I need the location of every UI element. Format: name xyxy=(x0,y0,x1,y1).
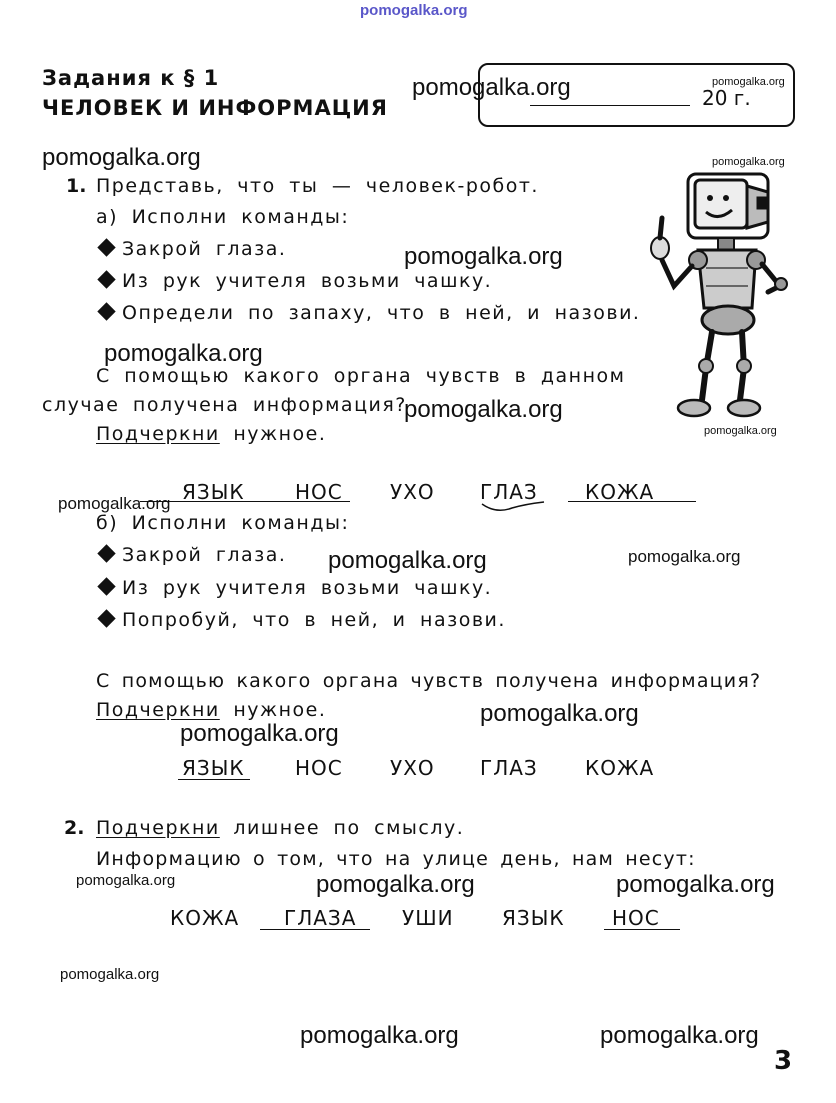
task1b-option-3[interactable]: УХО xyxy=(390,756,435,780)
task1a-question-line1: С помощью какого органа чувств в данном xyxy=(96,365,626,387)
bullet-icon xyxy=(97,609,115,627)
task1a-option-3[interactable]: УХО xyxy=(390,480,435,504)
watermark: pomogalka.org xyxy=(616,871,775,898)
bullet-icon xyxy=(97,544,115,562)
answer-underline xyxy=(140,501,350,502)
watermark: pomogalka.org xyxy=(42,144,201,171)
task2-option-5[interactable]: НОС xyxy=(612,906,660,930)
task1-intro: Представь, что ты — человек-робот. xyxy=(96,175,539,197)
answer-underline xyxy=(260,929,370,930)
task1a-question-line2: случае получена информация? xyxy=(42,394,407,416)
watermark: pomogalka.org xyxy=(316,871,475,898)
bullet-icon xyxy=(97,238,115,256)
answer-underline xyxy=(178,779,250,780)
watermark-small: pomogalka.org xyxy=(704,425,777,437)
task2-option-4[interactable]: ЯЗЫК xyxy=(502,906,565,930)
watermark-small: pomogalka.org xyxy=(712,76,785,88)
task1b-option-1[interactable]: ЯЗЫК xyxy=(182,756,245,780)
top-watermark: pomogalka.org xyxy=(360,2,468,19)
task2-option-2[interactable]: ГЛАЗА xyxy=(284,906,357,930)
task1a-option-1[interactable]: ЯЗЫК xyxy=(182,480,245,504)
task2-number: 2. xyxy=(64,817,85,839)
task1b-option-5[interactable]: КОЖА xyxy=(585,756,655,780)
task1a-option-4[interactable]: ГЛАЗ xyxy=(480,480,538,504)
watermark: pomogalka.org xyxy=(412,74,571,101)
watermark: pomogalka.org xyxy=(300,1022,459,1049)
task1b-question: С помощью какого органа чувств получена информация? xyxy=(96,670,762,692)
task2-instruction: Подчеркни лишнее по смыслу. xyxy=(96,817,465,839)
task1b-command-3: Попробуй, что в ней, и назови. xyxy=(100,609,506,631)
handwritten-stroke xyxy=(478,498,548,516)
watermark: pomogalka.org xyxy=(328,547,487,574)
answer-underline xyxy=(568,501,696,502)
section-heading: ЧЕЛОВЕК И ИНФОРМАЦИЯ xyxy=(42,96,388,120)
watermark: pomogalka.org xyxy=(58,494,171,513)
task1a-label: а) Исполни команды: xyxy=(96,206,350,228)
task1a-command-2: Из рук учителя возьми чашку. xyxy=(100,270,492,292)
task1b-instruction: Подчеркни нужное. xyxy=(96,699,327,721)
task1b-option-2[interactable]: НОС xyxy=(295,756,343,780)
bullet-icon xyxy=(97,302,115,320)
robot-illustration xyxy=(640,168,790,423)
bullet-icon xyxy=(97,577,115,595)
watermark: pomogalka.org xyxy=(480,700,639,727)
task2-option-3[interactable]: УШИ xyxy=(402,906,454,930)
date-year-suffix: 20 г. xyxy=(702,86,751,110)
task1a-instruction: Подчеркни нужное. xyxy=(96,423,327,445)
watermark: pomogalka.org xyxy=(628,547,741,566)
task1a-option-5[interactable]: КОЖА xyxy=(585,480,655,504)
watermark: pomogalka.org xyxy=(104,340,263,367)
task1b-command-2: Из рук учителя возьми чашку. xyxy=(100,577,492,599)
task1b-command-1: Закрой глаза. xyxy=(100,544,286,566)
task1b-label: б) Исполни команды: xyxy=(96,512,350,534)
watermark-small: pomogalka.org xyxy=(712,156,785,168)
task1b-option-4[interactable]: ГЛАЗ xyxy=(480,756,538,780)
section-title: Задания к § 1 xyxy=(42,66,220,90)
answer-underline xyxy=(604,929,680,930)
watermark: pomogalka.org xyxy=(600,1022,759,1049)
date-blank-line xyxy=(530,105,690,106)
task1a-command-1: Закрой глаза. xyxy=(100,238,286,260)
page-number: 3 xyxy=(774,1046,793,1076)
watermark: pomogalka.org xyxy=(180,720,339,747)
task1-number: 1. xyxy=(66,175,87,197)
watermark: pomogalka.org xyxy=(404,396,563,423)
watermark: pomogalka.org xyxy=(404,243,563,270)
bullet-icon xyxy=(97,270,115,288)
task2-option-1[interactable]: КОЖА xyxy=(170,906,240,930)
task2-question: Информацию о том, что на улице день, нам несут: xyxy=(96,848,696,870)
watermark: pomogalka.org xyxy=(60,966,160,983)
task1a-command-3: Определи по запаху, что в ней, и назови. xyxy=(100,302,640,324)
task1a-option-2[interactable]: НОС xyxy=(295,480,343,504)
watermark: pomogalka.org xyxy=(76,872,176,889)
